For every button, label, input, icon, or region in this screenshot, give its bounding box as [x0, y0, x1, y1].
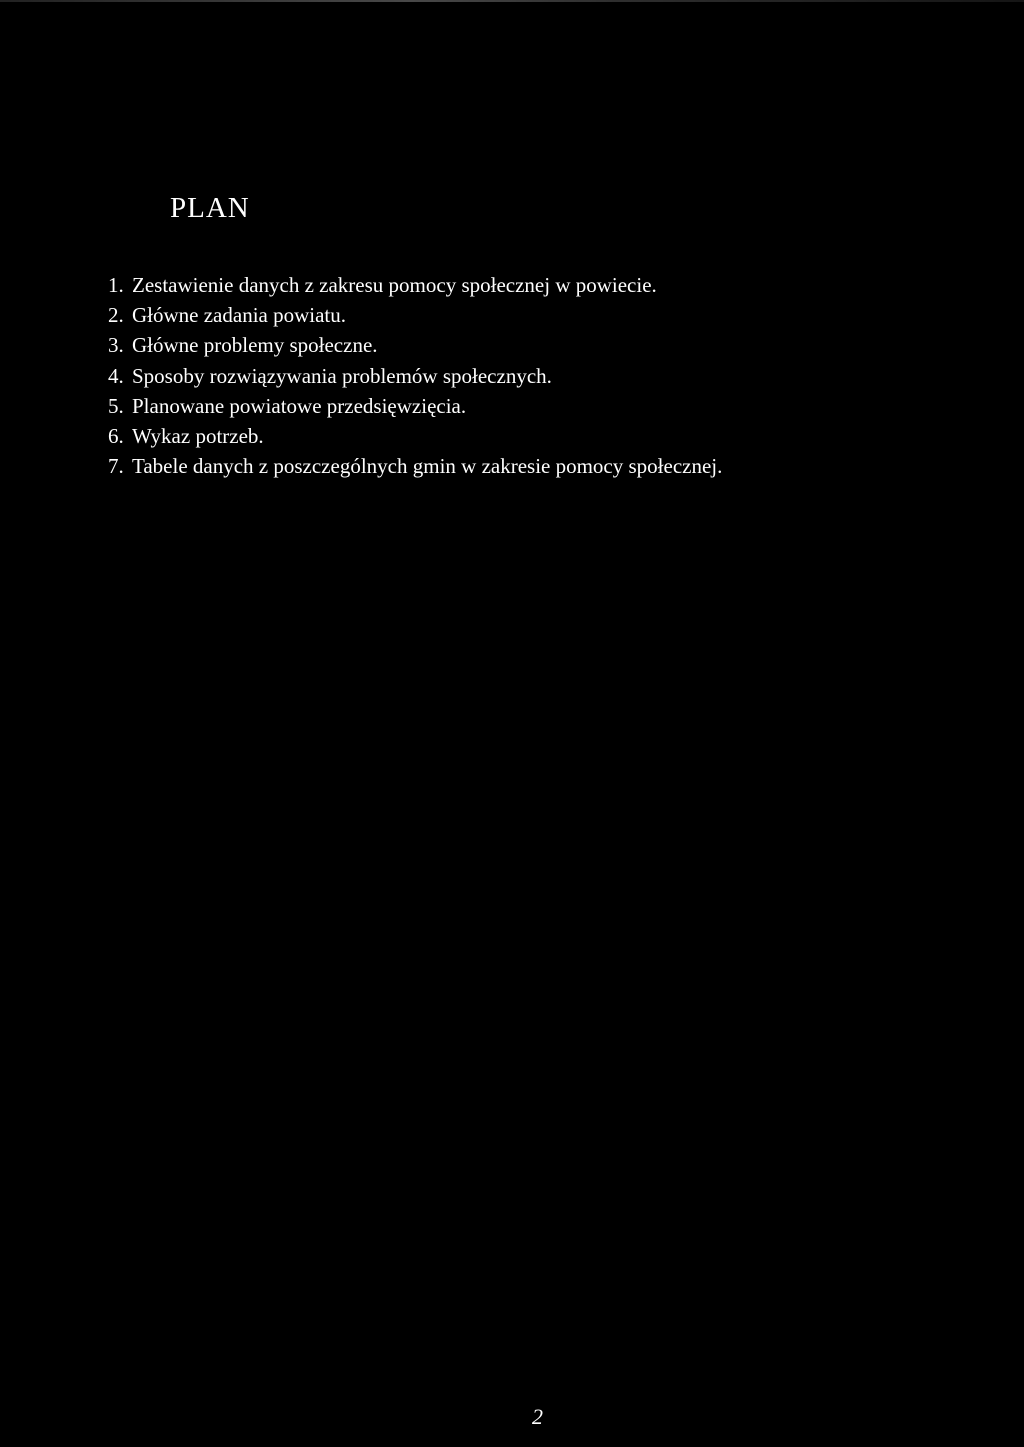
toc-item [108, 421, 722, 451]
toc-item-number: 1. [108, 273, 124, 297]
toc-item-text: Główne zadania powiatu. [132, 303, 347, 328]
toc-item-text: Wykaz potrzeb. [132, 424, 264, 449]
toc-item [108, 270, 722, 300]
toc-item [108, 451, 722, 481]
toc-item-text: Zestawienie danych z zakresu pomocy społecznej w powiecie. [132, 273, 657, 297]
toc-item-text: Sposoby rozwiązywania problemów społecznych. [132, 363, 552, 388]
toc-item-number: 4. [108, 363, 124, 388]
toc-item-number: 7. [108, 454, 124, 479]
toc-item-number: 2. [108, 303, 124, 328]
page-title: PLAN [170, 192, 250, 224]
toc-item [108, 300, 722, 330]
toc-item-number: 5. [108, 393, 124, 418]
toc-item [108, 361, 722, 391]
table-of-contents [108, 270, 722, 481]
toc-item [108, 391, 722, 421]
page-number: 2 [532, 1404, 543, 1429]
toc-item [108, 330, 722, 360]
toc-item-text: Główne problemy społeczne. [132, 333, 378, 358]
toc-item-number: 6. [108, 424, 124, 449]
toc-item-text: Planowane powiatowe przedsięwzięcia. [132, 393, 467, 418]
toc-item-text: Tabele danych z poszczególnych gmin w zakresie pomocy społecznej. [132, 454, 723, 479]
toc-item-number: 3. [108, 333, 124, 358]
